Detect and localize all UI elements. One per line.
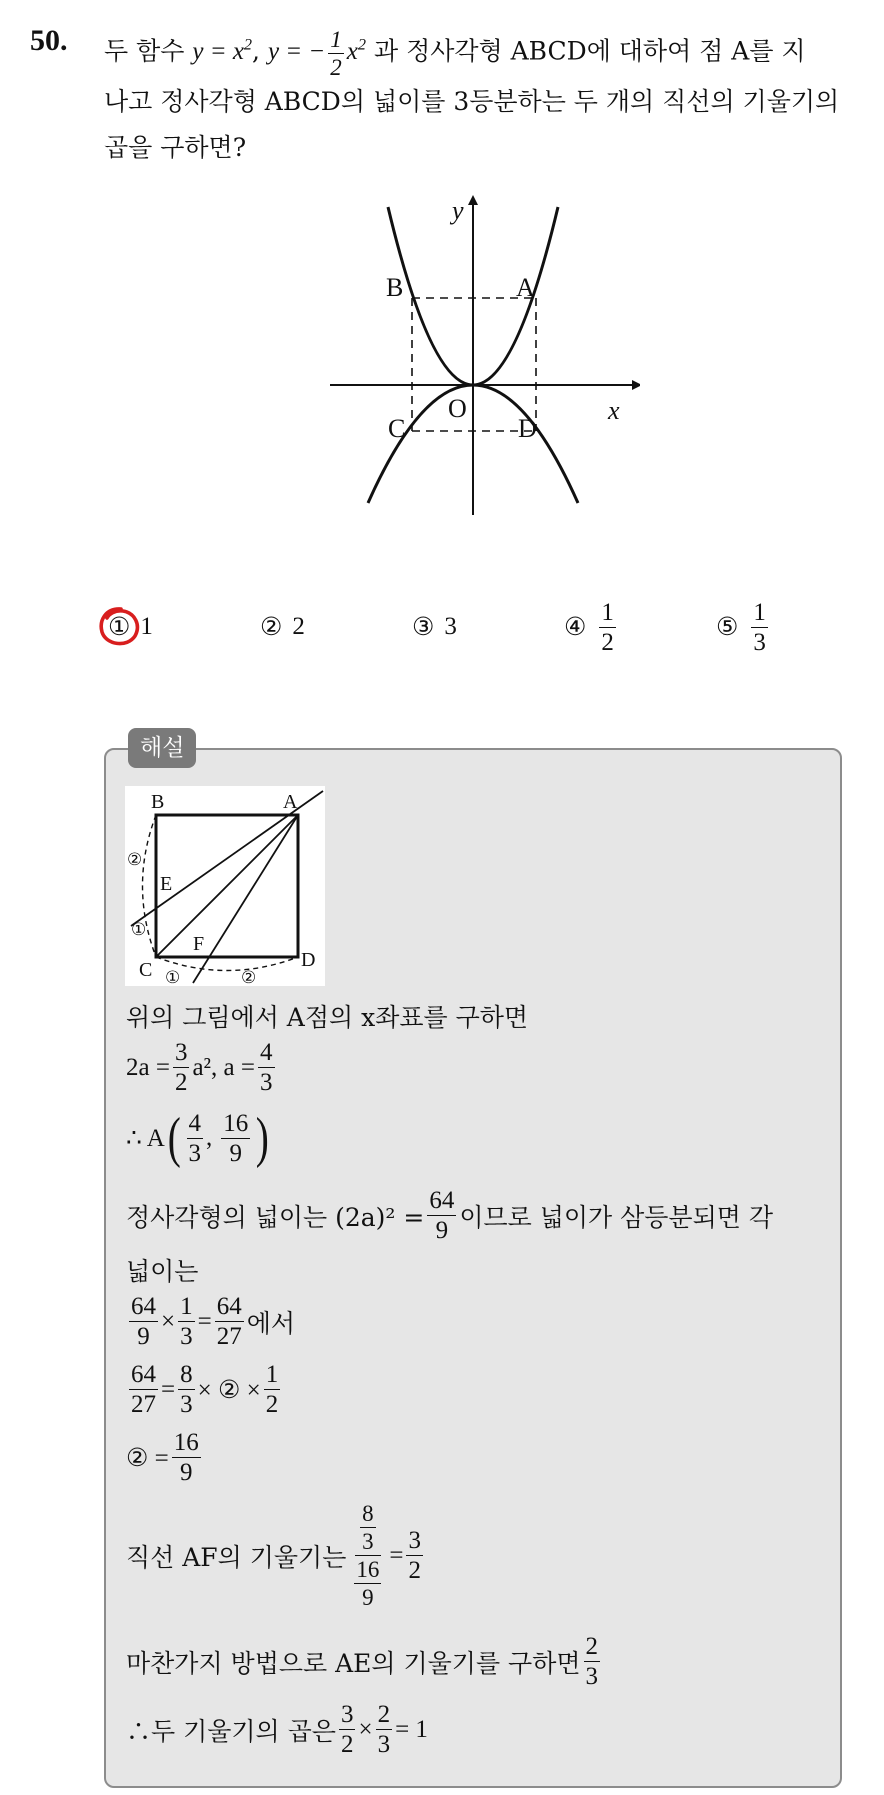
coord-y-fraction xyxy=(221,1111,250,1166)
frac-3-2 xyxy=(406,1528,423,1583)
complex-numerator xyxy=(355,1502,381,1556)
label-A: A xyxy=(516,273,535,302)
fraction-numerator: 16 xyxy=(356,1557,380,1582)
fraction-numerator: 4 xyxy=(188,1109,201,1137)
eq-fraction-2 xyxy=(258,1040,275,1095)
frac-64-27 xyxy=(129,1362,158,1417)
fraction-numerator: 8 xyxy=(362,1501,374,1526)
frac-64-27 xyxy=(215,1294,244,1349)
fraction-numerator: 64 xyxy=(131,1361,156,1388)
solution-line-7 xyxy=(126,1362,283,1417)
fraction-numerator: 16 xyxy=(173,1429,199,1456)
choice-2-value: 2 xyxy=(292,613,305,640)
solution-line-2 xyxy=(126,1040,278,1095)
fraction-denominator: 3 xyxy=(362,1529,374,1554)
solution-line-5: 넓이는 xyxy=(126,1257,199,1286)
fraction-numerator: 4 xyxy=(260,1039,273,1066)
fraction-denominator: 2 xyxy=(174,1069,188,1096)
fraction-numerator: 64 xyxy=(131,1293,156,1320)
fraction-denominator: 9 xyxy=(180,1459,193,1486)
equals-sign: = xyxy=(197,1307,212,1335)
label-B: B xyxy=(386,273,404,302)
fraction-numerator: 64 xyxy=(216,1293,242,1320)
times-two-times: × ② × xyxy=(197,1376,261,1404)
label-origin: O xyxy=(448,394,467,423)
fraction-denominator: 9 xyxy=(435,1217,449,1244)
slope-af-text: 직선 AF의 기울기는 xyxy=(126,1542,347,1572)
label-y: y xyxy=(452,196,464,225)
slope-ae-text: 마찬가지 방법으로 AE의 기울기를 구하면 xyxy=(126,1648,581,1678)
times-sign: × xyxy=(161,1307,176,1335)
frac-2-3 xyxy=(584,1634,601,1689)
fraction-numerator: 3 xyxy=(408,1527,421,1554)
right-paren: ) xyxy=(256,1107,270,1169)
eq-fraction-1 xyxy=(173,1040,190,1095)
function-2: y = − $\frac{1}{2}$ $x^2$ xyxy=(267,27,367,81)
function-1-text: y = x xyxy=(192,38,244,66)
solution-line-6 xyxy=(126,1294,295,1349)
fraction-numerator: 2 xyxy=(585,1633,598,1660)
frac-1-2 xyxy=(264,1362,281,1417)
frac-64-9 xyxy=(129,1294,158,1349)
complex-denominator xyxy=(349,1556,386,1609)
fig-label-E: E xyxy=(160,873,173,895)
solution-line-9 xyxy=(126,1502,426,1609)
fraction-numerator: 3 xyxy=(340,1701,354,1728)
label-C: C xyxy=(388,414,406,443)
choice-3-value: 3 xyxy=(444,613,457,640)
solution-line-1: 위의 그림에서 A점의 x좌표를 구하면 xyxy=(126,1003,529,1032)
choice-marker-number: ① xyxy=(108,614,131,641)
fraction-denominator: 2 xyxy=(601,628,614,656)
solution-line-10 xyxy=(126,1634,603,1689)
result: = 1 xyxy=(395,1715,428,1743)
choice-1[interactable] xyxy=(108,592,153,662)
choice-3-marker: ③ xyxy=(412,614,435,641)
function-2-var: x xyxy=(346,38,358,66)
fraction-numerator: 1 xyxy=(180,1293,193,1320)
fig-label-B: B xyxy=(151,791,165,813)
fraction-numerator: 64 xyxy=(429,1187,455,1214)
fraction-denominator: 3 xyxy=(260,1069,273,1096)
frac-1-3 xyxy=(178,1294,195,1349)
solution-line-11 xyxy=(126,1702,428,1757)
two-equals: ② = xyxy=(126,1444,169,1472)
choice-4-fraction xyxy=(599,600,616,655)
times-sign: × xyxy=(358,1715,373,1743)
from-text: 에서 xyxy=(246,1308,296,1338)
fraction-denominator: 3 xyxy=(188,1139,201,1167)
problem-number: 50. xyxy=(30,24,68,57)
frac-8-3 xyxy=(360,1502,376,1553)
fraction-numerator: 1 xyxy=(265,1361,279,1388)
fraction-numerator: 2 xyxy=(377,1701,391,1728)
question-line-3: 곱을 구하면? xyxy=(104,133,247,163)
fig-label-C: C xyxy=(139,959,153,981)
equals-sign: = xyxy=(161,1375,176,1403)
parabola-graph xyxy=(320,195,640,525)
fraction-denominator: 2 xyxy=(265,1391,279,1418)
line-AC xyxy=(156,815,298,957)
choice-5[interactable] xyxy=(716,592,771,662)
frac-16-9 xyxy=(354,1558,381,1609)
complex-fraction xyxy=(349,1502,386,1609)
fraction-denominator: 9 xyxy=(229,1139,242,1167)
fig-label-two-bottom: ② xyxy=(241,968,257,986)
fraction-denominator: 9 xyxy=(137,1323,150,1350)
fraction-numerator: 3 xyxy=(174,1039,188,1066)
choice-2-marker: ② xyxy=(260,614,283,641)
fig-label-one-left: ① xyxy=(131,920,147,939)
function-1: $y = x^2$ xyxy=(192,36,253,66)
fraction-denominator: 2 xyxy=(408,1557,421,1584)
solution-line-4 xyxy=(126,1188,773,1243)
product-text: ∴두 기울기의 곱은 xyxy=(126,1716,336,1746)
area-fraction xyxy=(427,1188,456,1243)
fraction-denominator: 3 xyxy=(753,628,766,656)
choice-1-marker xyxy=(108,615,130,639)
fig-label-A: A xyxy=(283,791,298,813)
answer-choices xyxy=(100,592,800,662)
left-paren: ( xyxy=(167,1107,181,1169)
eq-left: 2a = xyxy=(126,1053,170,1081)
solution-line-8 xyxy=(126,1430,204,1485)
therefore-A: ∴ A xyxy=(126,1125,165,1152)
choice-4[interactable] xyxy=(564,592,619,662)
choice-4-marker: ④ xyxy=(564,614,587,641)
question-line-1-rest: 과 정사각형 ABCD에 대하여 점 A를 지 xyxy=(373,36,806,66)
fig-label-two-left: ② xyxy=(127,850,143,869)
coord-x-fraction xyxy=(187,1111,204,1166)
solution-line-3 xyxy=(126,1107,272,1169)
fig-label-D: D xyxy=(301,949,316,971)
fraction-numerator: 1 xyxy=(601,598,614,626)
fraction-denominator: 2 xyxy=(330,55,342,81)
choice-2[interactable] xyxy=(260,592,305,662)
fraction-numerator: 1 xyxy=(753,598,766,626)
eq-middle: a², a = xyxy=(192,1053,255,1081)
fraction-numerator: 8 xyxy=(180,1361,193,1388)
fraction-denominator: 3 xyxy=(377,1731,391,1758)
fraction-denominator: 27 xyxy=(216,1323,242,1350)
question-text xyxy=(104,22,864,171)
y-axis-arrow xyxy=(468,195,478,205)
fraction-numerator: 1 xyxy=(330,27,342,53)
choice-1-value: 1 xyxy=(140,613,153,640)
function-2-fraction xyxy=(328,28,344,79)
label-D: D xyxy=(518,414,537,443)
area-text: 정사각형의 넓이는 (2a)² = xyxy=(126,1202,425,1232)
frac-16-9 xyxy=(172,1430,201,1485)
fraction-numerator: 16 xyxy=(223,1109,249,1137)
fraction-denominator: 3 xyxy=(180,1391,193,1418)
fraction-denominator: 2 xyxy=(340,1731,354,1758)
fraction-denominator: 3 xyxy=(585,1663,598,1690)
frac-8-3 xyxy=(178,1362,195,1417)
solution-badge: 해설 xyxy=(128,728,196,768)
frac-3-2 xyxy=(339,1702,356,1757)
choice-5-marker: ⑤ xyxy=(716,614,739,641)
comma: , xyxy=(206,1124,213,1151)
function-2-prefix: y = − xyxy=(267,38,326,66)
question-line-1: 두 함수 $y = x^2$, y = − $\frac{1}{2}$ $x^2$ 과 정사각형 ABCD에 대하여 점 A를 지 xyxy=(104,27,806,81)
label-x: x xyxy=(608,396,620,425)
fig-label-F: F xyxy=(193,933,205,955)
choice-5-fraction xyxy=(751,600,768,655)
equals-sign: = xyxy=(389,1541,404,1569)
solution-figure xyxy=(125,786,325,986)
choice-3[interactable] xyxy=(412,592,457,662)
fig-label-one-bottom: ① xyxy=(165,968,181,986)
question-intro: 두 함수 xyxy=(104,36,185,66)
frac-2-3 xyxy=(376,1702,393,1757)
x-axis-arrow xyxy=(632,380,640,390)
fraction-denominator: 27 xyxy=(131,1391,156,1418)
area-text-rest: 이므로 넓이가 삼등분되면 각 xyxy=(459,1202,773,1232)
fraction-denominator: 9 xyxy=(362,1585,374,1610)
fraction-denominator: 3 xyxy=(180,1323,193,1350)
question-line-2: 나고 정사각형 ABCD의 넓이를 3등분하는 두 개의 직선의 기울기의 xyxy=(104,87,840,117)
